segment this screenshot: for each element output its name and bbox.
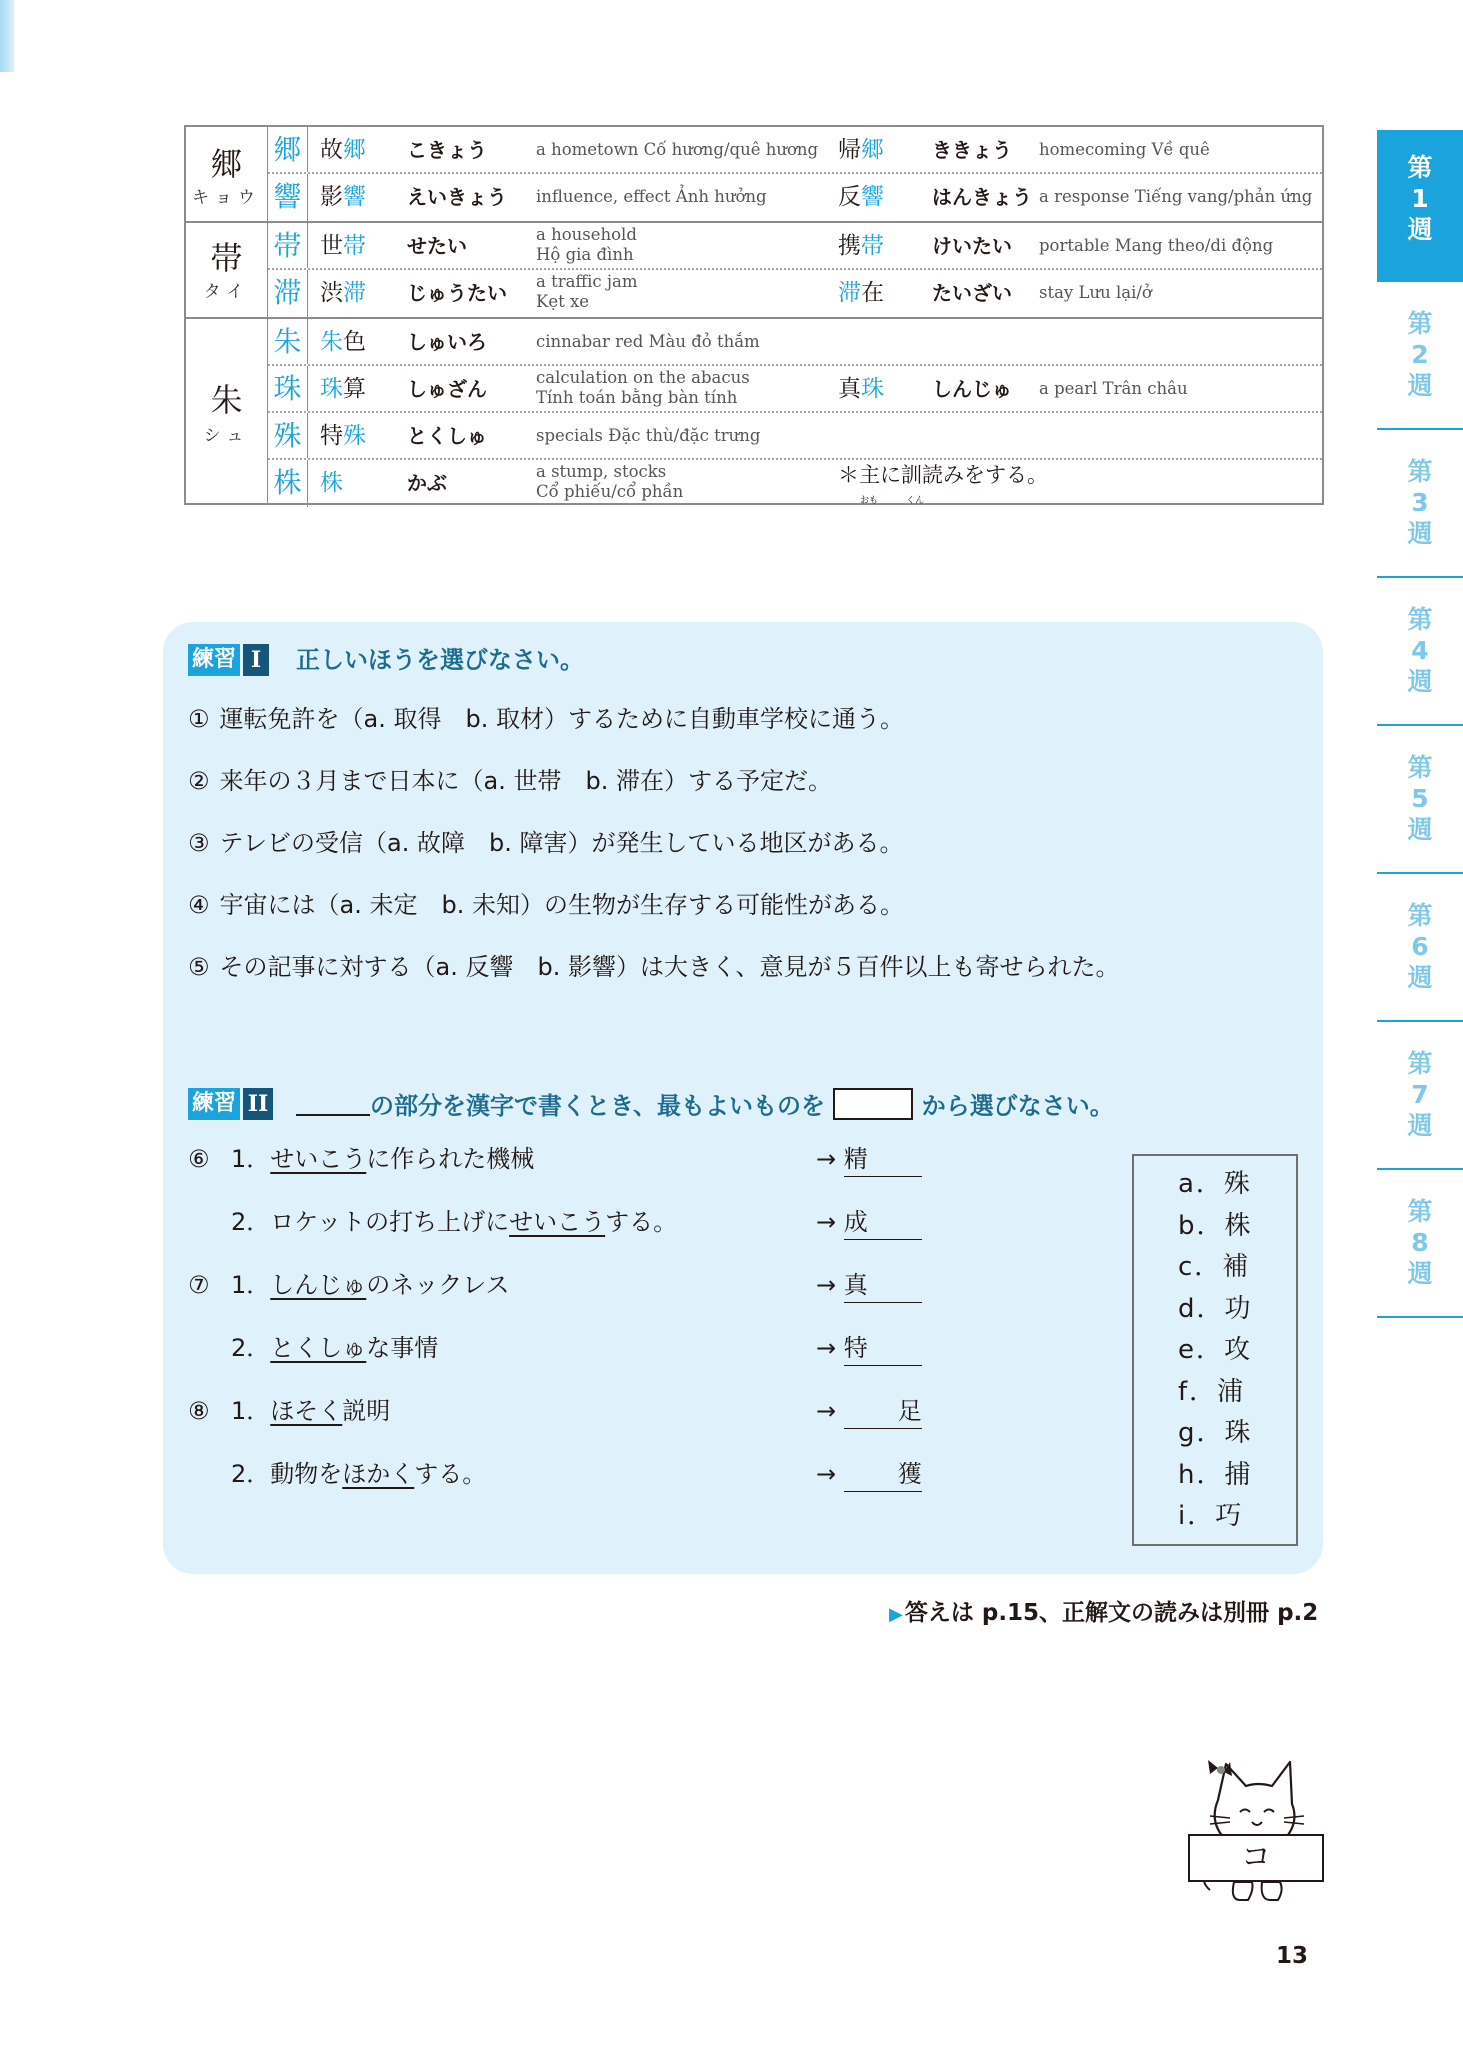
kanji-header-cell [186, 127, 268, 221]
row-kanji: 郷 [268, 127, 308, 172]
table-row [268, 413, 1322, 460]
reading: かぶ [407, 471, 447, 495]
tab-week-8[interactable]: 第 8 週 [1377, 1170, 1463, 1318]
table-row [268, 127, 1322, 174]
tab-week-6[interactable]: 第 6 週 [1377, 874, 1463, 1022]
word: 世帯 [320, 233, 366, 259]
row-kanji: 帯 [268, 223, 308, 268]
reading: たいざい [932, 281, 1012, 305]
word: 帰郷 [838, 137, 884, 163]
reading: とくしゅ [407, 424, 487, 448]
list-item: ⑥ [188, 1145, 210, 1173]
exercise1-instruction: 正しいほうを選びなさい。 [296, 646, 584, 674]
list-item: 1．ほそく説明 [231, 1397, 391, 1425]
row-kanji: 滞 [268, 270, 308, 317]
choice[interactable]: c．補 [1178, 1252, 1251, 1282]
question: ③ テレビの受信（a. 故障 b. 障害）が発生している地区がある。 [188, 829, 904, 857]
meaning: cinnabar red Màu đỏ thắm [536, 332, 760, 351]
question: ② 来年の３月まで日本に（a. 世帯 b. 滞在）する予定だ。 [188, 767, 832, 795]
table-row [268, 270, 1322, 317]
meaning: a household Hộ gia đình [536, 225, 637, 264]
list-item: ⑧ [188, 1397, 210, 1425]
choice[interactable]: f．浦 [1178, 1376, 1246, 1407]
reading: けいたい [932, 234, 1012, 258]
triangle-icon: ▶ [889, 1604, 903, 1625]
on-reading: シュ [203, 426, 250, 446]
kanji-header: 朱 [210, 381, 243, 419]
page-number: 13 [1276, 1943, 1309, 1969]
underline-blank [296, 1090, 370, 1116]
row-kanji: 株 [268, 460, 308, 507]
answer-field[interactable]: → 足 [816, 1394, 922, 1429]
table-row [268, 319, 1322, 366]
question: ① 運転免許を（a. 取得 b. 取材）するために自動車学校に通う。 [188, 705, 904, 733]
choices-box [1132, 1154, 1298, 1546]
meaning: a hometown Cố hương/quê hương [536, 140, 819, 159]
reading: せたい [407, 234, 467, 258]
meaning: influence, effect Ảnh hưởng [536, 187, 767, 206]
cat-mascot-icon [1180, 1752, 1330, 1908]
table-row [268, 223, 1322, 270]
tab-week-1[interactable]: 第 1 週 [1377, 130, 1463, 282]
reading: しゅいろ [407, 330, 487, 354]
word: 影響 [320, 184, 366, 210]
question: ⑤ その記事に対する（a. 反響 b. 影響）は大きく、意見が５百件以上も寄せられた。 [188, 953, 1120, 981]
word: 真珠 [838, 376, 884, 402]
meaning: a stump, stocks Cổ phiếu/cổ phần [536, 462, 684, 501]
meaning: a pearl Trân châu [1039, 379, 1188, 398]
exercise2-instruction: の部分を漢字で書くとき、最もよいものを から選びなさい。 [296, 1088, 1114, 1122]
answer-field[interactable]: → 特 [816, 1331, 922, 1366]
reading: えいきょう [407, 185, 507, 209]
reading: こきょう [407, 138, 487, 162]
word: 携帯 [838, 233, 884, 259]
meaning: stay Lưu lại/ở [1039, 283, 1152, 302]
choice-box-symbol [833, 1088, 913, 1120]
reading: しんじゅ [932, 377, 1012, 401]
word: 反響 [838, 184, 884, 210]
choice[interactable]: h．捕 [1178, 1459, 1253, 1490]
on-reading: タイ [203, 282, 250, 302]
list-item: 1．しんじゅのネックレス [231, 1271, 510, 1299]
mascot-sign: コ [1188, 1834, 1324, 1882]
row-kanji: 殊 [268, 413, 308, 458]
tab-week-2[interactable]: 第 2 週 [1377, 282, 1463, 430]
answer-reference: ▶答えは p.15、正解文の読みは別冊 p.2 [889, 1600, 1319, 1626]
word: 特殊 [320, 423, 366, 449]
reading: じゅうたい [407, 281, 507, 305]
kanji-header-cell [186, 319, 268, 503]
kanji-group [186, 221, 1322, 317]
table-row [268, 174, 1322, 221]
answer-field[interactable]: → 成 [816, 1205, 922, 1240]
kanji-table [184, 125, 1324, 505]
row-kanji: 響 [268, 174, 308, 221]
kanji-header-cell [186, 223, 268, 317]
note: ＊主に訓読みをする。 おも くん [838, 463, 1048, 506]
tab-week-4[interactable]: 第 4 週 [1377, 578, 1463, 726]
kanji-header: 帯 [210, 239, 243, 277]
table-row [268, 366, 1322, 413]
meaning: a traffic jam Kẹt xe [536, 272, 638, 311]
question: ④ 宇宙には（a. 未定 b. 未知）の生物が生存する可能性がある。 [188, 891, 904, 919]
reading: はんきょう [932, 185, 1032, 209]
reading: しゅざん [407, 377, 487, 401]
meaning: a response Tiếng vang/phản ứng [1039, 187, 1313, 206]
exercise2-tag: 練習 II [188, 1088, 273, 1120]
exercise1-tag: 練習 I [188, 644, 269, 676]
answer-field[interactable]: → 精 [816, 1142, 922, 1177]
choice[interactable]: b．株 [1178, 1210, 1253, 1241]
choice[interactable]: g．珠 [1178, 1418, 1253, 1448]
row-kanji: 珠 [268, 366, 308, 411]
choice[interactable]: d．功 [1178, 1293, 1253, 1324]
meaning: calculation on the abacus Tính toán bằng bàn tính [536, 368, 750, 407]
row-kanji: 朱 [268, 319, 308, 364]
reading: ききょう [932, 138, 1012, 162]
kanji-header: 郷 [210, 145, 243, 183]
word: 故郷 [320, 137, 366, 163]
tab-week-5[interactable]: 第 5 週 [1377, 726, 1463, 874]
list-item: 2．動物をほかくする。 [231, 1460, 487, 1488]
word: 渋滞 [320, 280, 366, 306]
kanji-group [186, 127, 1322, 221]
meaning: specials Đặc thù/đặc trưng [536, 426, 761, 445]
list-item: ⑦ [188, 1271, 210, 1299]
word: 朱色 [320, 329, 366, 355]
corner-mark [0, 0, 14, 72]
table-row [268, 460, 1322, 507]
word: 滞在 [838, 280, 884, 306]
meaning: homecoming Về quê [1039, 140, 1210, 159]
answer-field[interactable]: → 獲 [816, 1457, 922, 1492]
tab-week-7[interactable]: 第 7 週 [1377, 1022, 1463, 1170]
list-item: 1．せいこうに作られた機械 [231, 1145, 535, 1173]
choice[interactable]: a．殊 [1178, 1169, 1252, 1199]
meaning: portable Mang theo/di động [1039, 236, 1274, 255]
week-tabs [1377, 130, 1463, 1318]
on-reading: キョウ [192, 188, 261, 208]
choice[interactable]: e．攻 [1178, 1335, 1252, 1365]
choice[interactable]: i．巧 [1178, 1501, 1244, 1531]
exercise-panel [163, 622, 1323, 1574]
word: 株 [320, 470, 343, 496]
tab-week-3[interactable]: 第 3 週 [1377, 430, 1463, 578]
list-item: 2．ロケットの打ち上げにせいこうする。 [231, 1208, 678, 1236]
word: 珠算 [320, 376, 366, 402]
answer-field[interactable]: → 真 [816, 1268, 922, 1303]
list-item: 2．とくしゅな事情 [231, 1334, 439, 1362]
kanji-group [186, 317, 1322, 506]
